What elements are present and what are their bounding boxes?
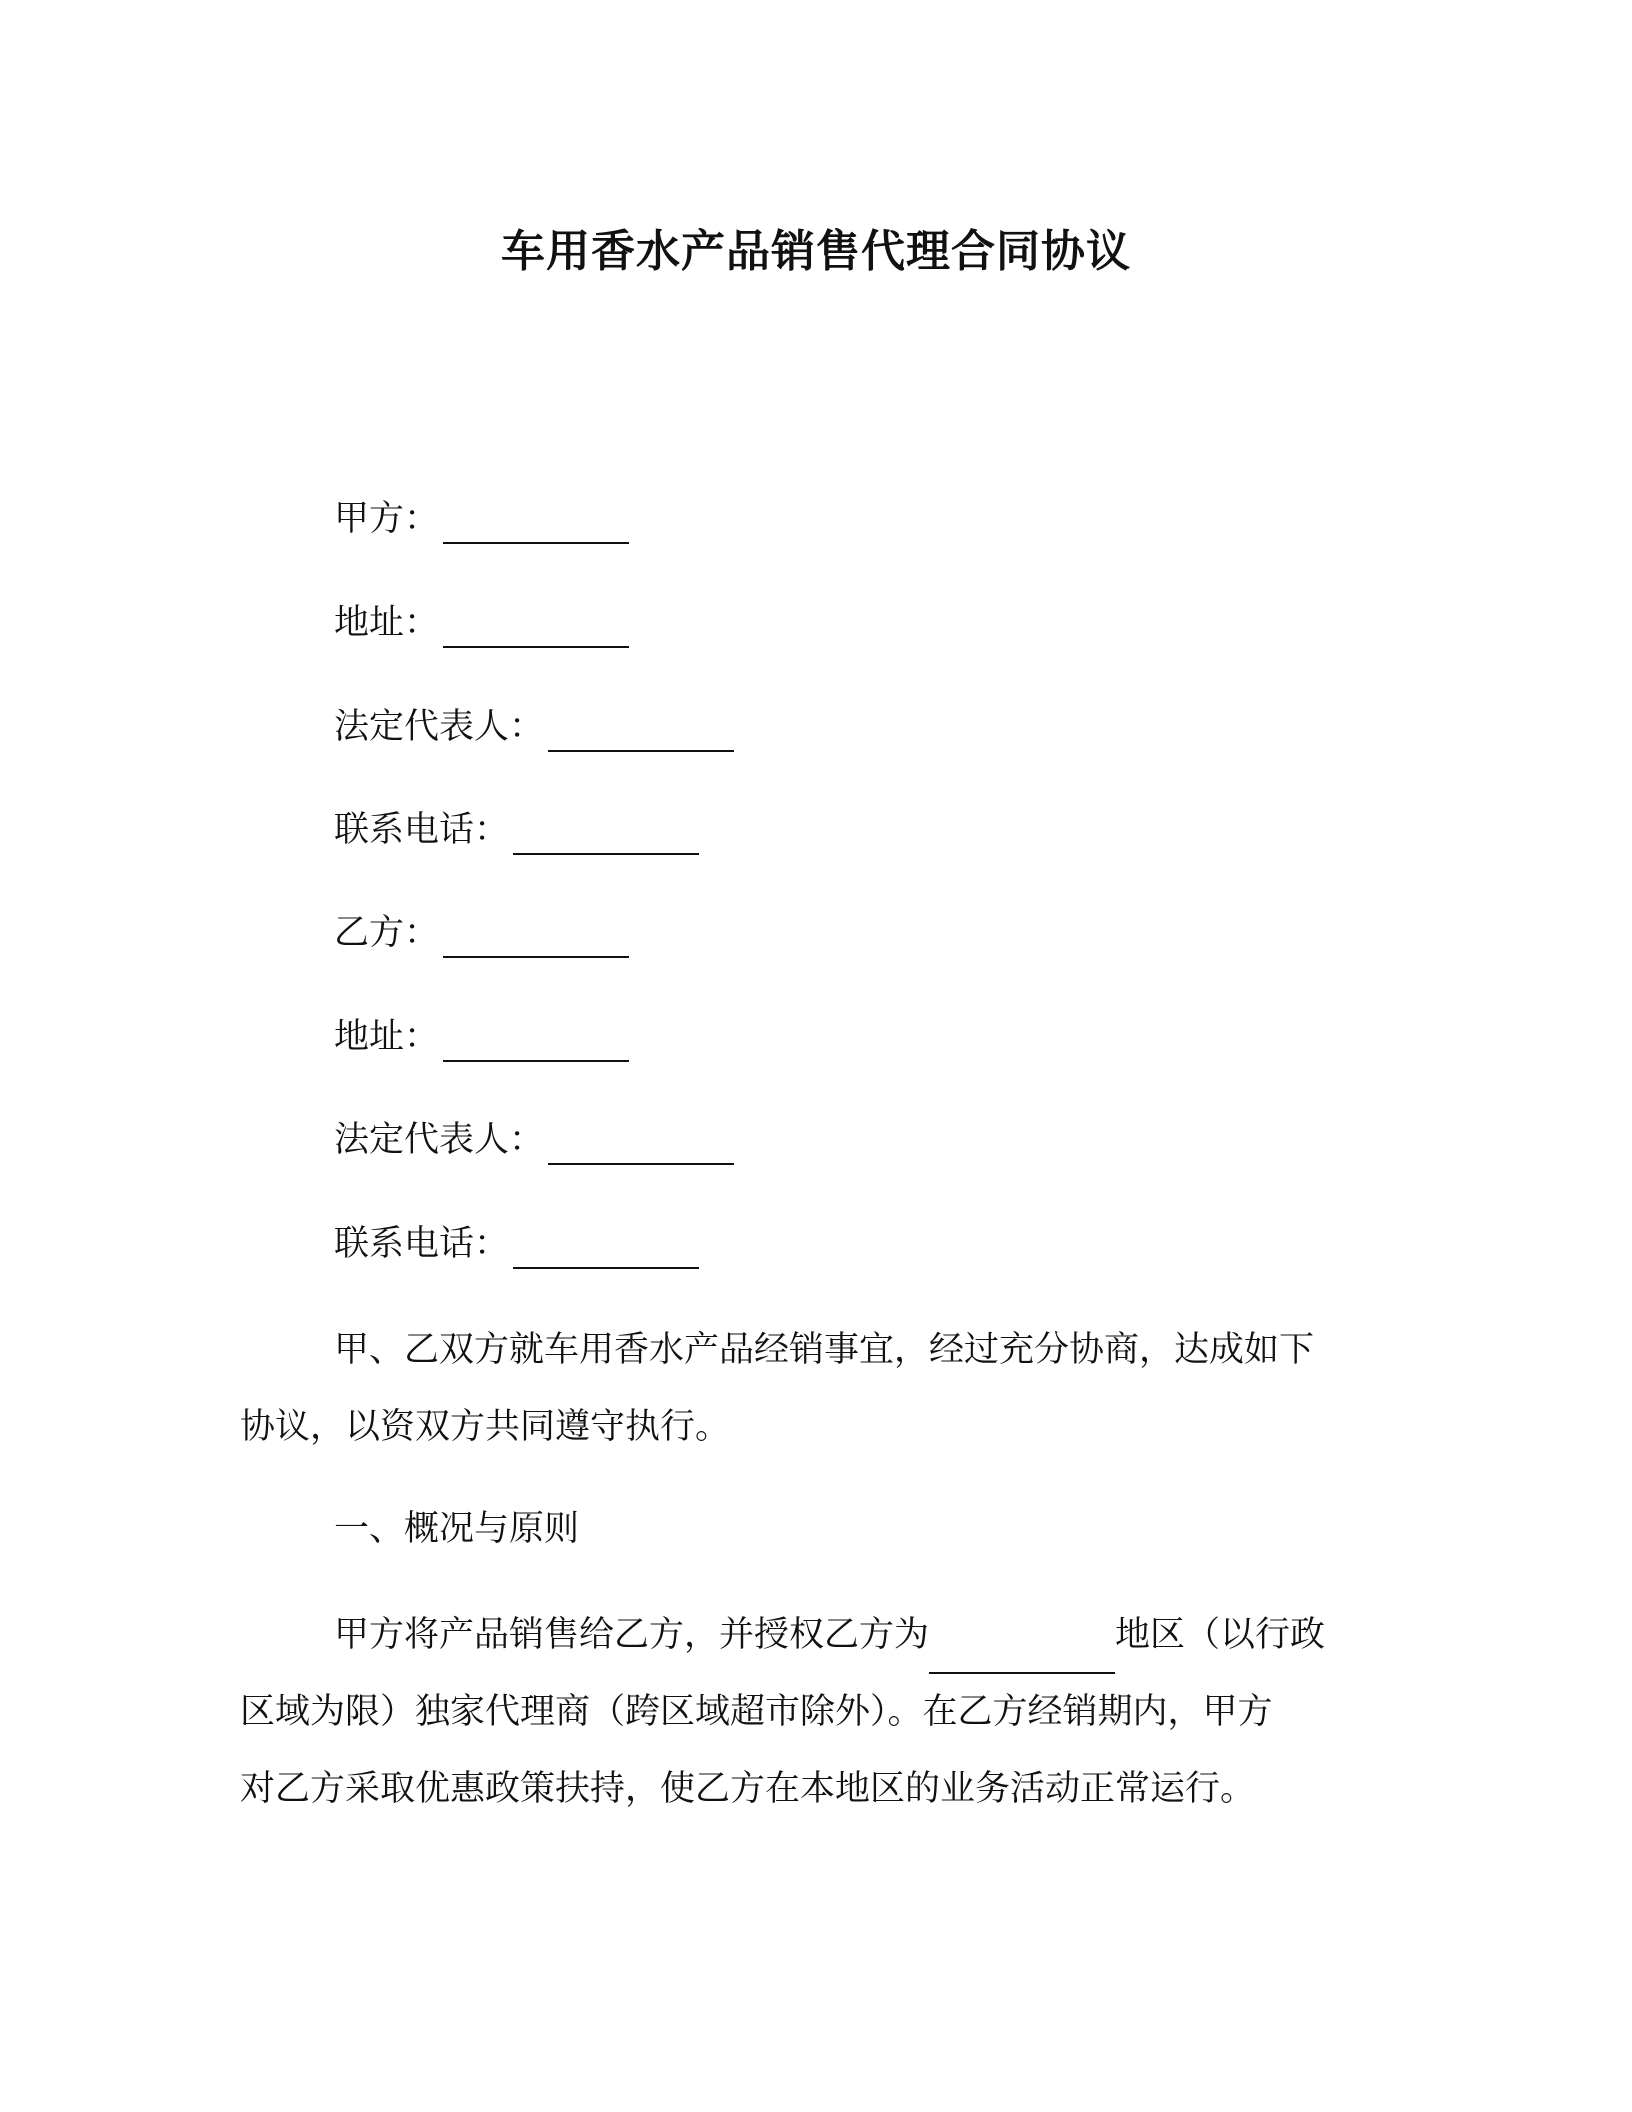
party-b-rep-field — [334, 1115, 734, 1165]
party-b-address-blank[interactable] — [443, 1022, 629, 1062]
party-a-rep-label: 法定代表人： — [334, 707, 545, 747]
party-b-name-blank[interactable] — [443, 918, 629, 958]
section-1-line-1-end: 地区（以行政 — [1115, 1615, 1326, 1655]
party-a-phone-blank[interactable] — [513, 815, 699, 855]
region-blank[interactable] — [929, 1634, 1115, 1674]
document-title: 车用香水产品销售代理合同协议 — [501, 226, 1131, 277]
party-a-address-label: 地址： — [334, 603, 440, 643]
party-a-name-blank[interactable] — [443, 504, 629, 544]
party-b-phone-blank[interactable] — [513, 1229, 699, 1269]
section-1-paragraph — [240, 1597, 1390, 1828]
intro-line-2: 协议，以资双方共同遵守执行。 — [240, 1407, 731, 1447]
section-1-line-1 — [240, 1597, 1390, 1674]
party-b-phone-field — [334, 1219, 699, 1269]
party-b-address-label: 地址： — [334, 1017, 440, 1057]
party-b-name-label: 乙方： — [334, 913, 440, 953]
party-a-address-blank[interactable] — [443, 608, 629, 648]
section-1-line-3: 对乙方采取优惠政策扶持，使乙方在本地区的业务活动正常运行。 — [240, 1769, 1256, 1809]
party-b-rep-label: 法定代表人： — [334, 1120, 545, 1160]
party-b-address-field — [334, 1012, 629, 1062]
intro-line-1: 甲、乙双方就车用香水产品经销事宜，经过充分协商，达成如下 — [334, 1330, 1315, 1370]
party-b-rep-blank[interactable] — [548, 1125, 734, 1165]
intro-paragraph — [240, 1312, 1390, 1466]
party-a-phone-label: 联系电话： — [334, 810, 510, 850]
party-a-name-label: 甲方： — [334, 499, 440, 539]
party-b-name-field — [334, 908, 629, 958]
party-a-rep-field — [334, 702, 734, 752]
section-1-line-1-start: 甲方将产品销售给乙方，并授权乙方为 — [334, 1615, 930, 1655]
section-1-heading: 一、概况与原则 — [334, 1509, 580, 1549]
party-a-phone-field — [334, 805, 699, 855]
party-a-rep-blank[interactable] — [548, 712, 734, 752]
party-a-name-field — [334, 494, 629, 544]
party-b-phone-label: 联系电话： — [334, 1224, 510, 1264]
section-1-line-2: 区域为限）独家代理商（跨区域超市除外）。在乙方经销期内，甲方 — [240, 1692, 1273, 1732]
party-a-address-field — [334, 598, 629, 648]
